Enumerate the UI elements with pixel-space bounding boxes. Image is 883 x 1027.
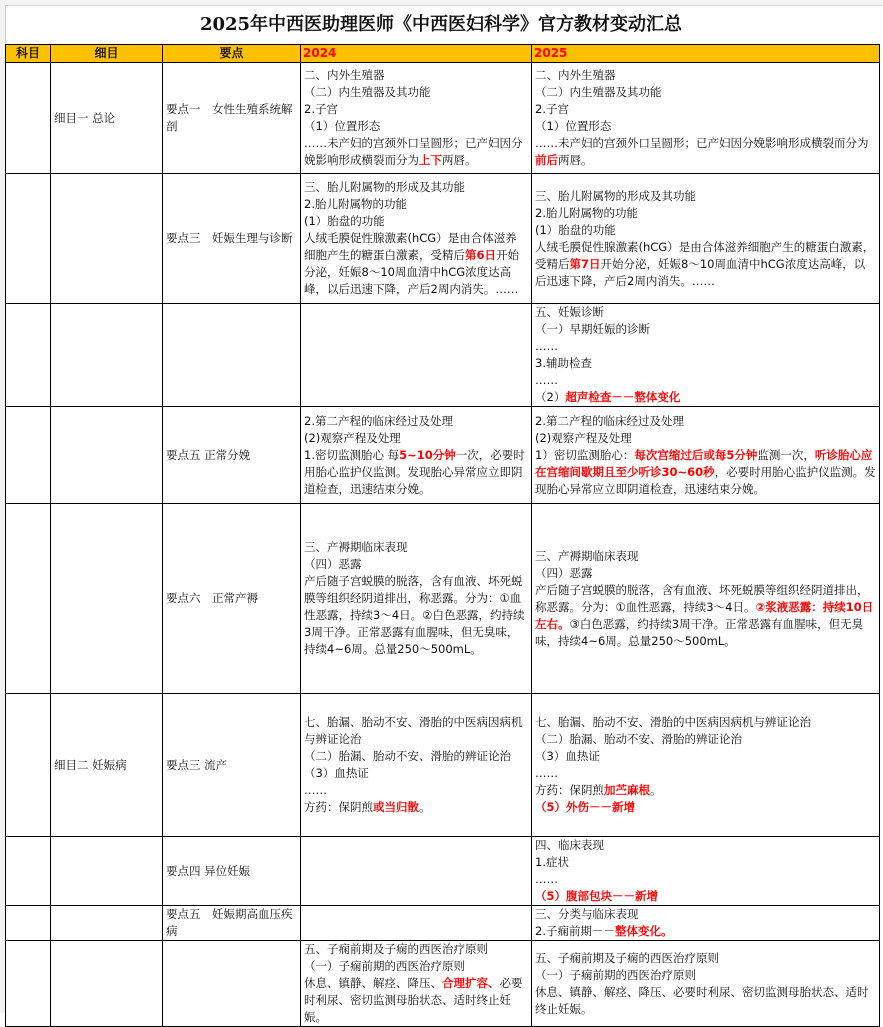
- cell-subject[interactable]: [6, 694, 51, 837]
- text-segment: 人绒毛膜促性腺激素(hCG）是由合体滋养细胞产生的糖蛋白激素，受精后: [535, 239, 875, 271]
- text-segment: （四）恶露: [304, 557, 362, 571]
- text-line: [304, 213, 528, 230]
- text-segment: 休息、镇静、解痉、降压、: [304, 976, 442, 990]
- cell-2024[interactable]: [301, 407, 532, 504]
- table-row: [6, 837, 880, 906]
- cell-2025[interactable]: [532, 63, 880, 174]
- table-row: [6, 941, 880, 1027]
- text-line: [535, 188, 876, 205]
- text-segment: 三、胎儿附属物的形成及其功能: [535, 188, 696, 203]
- text-line: [304, 958, 528, 975]
- text-line: [535, 372, 876, 389]
- cell-detail[interactable]: [51, 407, 163, 504]
- text-segment: 五、妊娠诊断: [535, 305, 604, 319]
- header-2025[interactable]: 2025: [532, 45, 880, 63]
- text-line: [535, 389, 876, 406]
- text-line: [535, 582, 876, 650]
- cell-2024[interactable]: [301, 504, 532, 694]
- cell-point[interactable]: 要点一 女性生殖系统解剖: [163, 63, 301, 174]
- text-line: [304, 556, 528, 573]
- text-line: [304, 101, 528, 118]
- text-segment: 开始分泌，妊娠8～10周血清中hCG浓度达高峰，以后迅速下降，产后2周内消失。……: [535, 256, 866, 288]
- text-line: [535, 321, 876, 338]
- text-line: [304, 179, 528, 196]
- cell-2024[interactable]: [301, 304, 532, 407]
- text-segment: (1）胎盘的功能: [535, 222, 616, 237]
- text-segment: ③白色恶露，约持续3周干净。正常恶露有血腥味，但无臭味，持续4~6周。总量250～500mL。: [535, 616, 864, 648]
- text-segment: 1）密切监测胎心：: [535, 447, 635, 462]
- text-line: [535, 871, 876, 888]
- text-line: [304, 84, 528, 101]
- text-segment: (2)观察产程及处理: [535, 430, 632, 445]
- text-segment: 方药：保阴煎: [535, 783, 604, 797]
- cell-detail[interactable]: [51, 174, 163, 304]
- table-row: [6, 304, 880, 407]
- cell-2024[interactable]: [301, 837, 532, 906]
- text-line: [535, 714, 876, 731]
- text-segment: （二）胎漏、胎动不安、滑胎的辨证论治: [535, 732, 742, 746]
- text-segment: ……: [535, 339, 558, 353]
- text-segment: 二、内外生殖器: [304, 68, 385, 82]
- text-line: [304, 782, 528, 799]
- text-segment: 方药：保阴煎: [304, 800, 373, 814]
- cell-subject[interactable]: [6, 906, 51, 941]
- header-row: [6, 45, 880, 63]
- header-point[interactable]: 要点: [163, 45, 301, 63]
- text-line: [304, 941, 528, 958]
- text-segment: 产后随子宫蜕膜的脱落，含有血液、坏死蜕膜等组织经阴道排出，称恶露。分为：①血性恶露，持续3～4日。: [535, 582, 869, 614]
- text-segment: 四、临床表现: [535, 838, 604, 852]
- cell-point[interactable]: 要点五 妊娠期高血压疾病: [163, 906, 301, 941]
- text-line: [535, 239, 876, 290]
- cell-subject[interactable]: [6, 174, 51, 304]
- text-line: [535, 430, 876, 447]
- table-row: [6, 174, 880, 304]
- header-2024[interactable]: 2024: [301, 45, 532, 63]
- text-line: [535, 748, 876, 765]
- changed-text: 第6日: [465, 248, 497, 262]
- cell-detail[interactable]: [51, 906, 163, 941]
- text-segment: 1.密切监测胎心 每: [304, 447, 400, 462]
- text-line: [304, 975, 528, 1026]
- cell-subject[interactable]: [6, 304, 51, 407]
- cell-detail[interactable]: [51, 504, 163, 694]
- cell-point[interactable]: 要点三 流产: [163, 694, 301, 837]
- cell-2025[interactable]: [532, 837, 880, 906]
- text-segment: （二）胎漏、胎动不安、滑胎的辨证论治: [304, 749, 511, 763]
- changes-table: [5, 44, 880, 1027]
- text-line: [535, 765, 876, 782]
- text-segment: 2.子痫前期－－: [535, 924, 615, 938]
- text-line: [304, 230, 528, 298]
- text-segment: 三、产褥期临床表现: [304, 540, 408, 554]
- text-segment: 1.症状: [535, 855, 569, 869]
- text-segment: ……未产妇的宫颈外口呈圆形；已产妇因分娩影响形成横裂而分为: [304, 136, 523, 167]
- table-row: [6, 694, 880, 837]
- cell-detail[interactable]: [51, 941, 163, 1027]
- changed-text: 超声检查－－整体变化: [565, 390, 681, 404]
- text-segment: （一）早期妊娠的诊断: [535, 322, 650, 336]
- text-segment: (2)观察产程及处理: [304, 430, 401, 445]
- table-row: [6, 407, 880, 504]
- text-line: [535, 447, 876, 498]
- text-segment: （二）内生殖器及其功能: [304, 85, 431, 99]
- text-segment: 两唇。: [558, 153, 593, 167]
- cell-2024[interactable]: [301, 694, 532, 837]
- text-segment: 2.胎儿附属物的功能: [535, 205, 638, 220]
- cell-point[interactable]: 要点四 异位妊娠: [163, 837, 301, 906]
- text-segment: ……: [535, 766, 558, 780]
- text-segment: （一）子痫前期的西医治疗原则: [304, 959, 465, 973]
- cell-detail[interactable]: [51, 837, 163, 906]
- text-segment: 二、内外生殖器: [535, 68, 616, 82]
- cell-subject[interactable]: [6, 837, 51, 906]
- text-segment: 一次，必要时用胎心监护仪监测。发现胎心异常应立即阴道检查，迅速结束分娩。: [304, 447, 525, 496]
- text-line: [535, 222, 876, 239]
- changed-text: （5）外伤－－新增: [535, 800, 636, 814]
- text-line: [535, 84, 876, 101]
- text-segment: 2.子宫: [304, 102, 338, 116]
- text-segment: 两唇。: [442, 153, 477, 167]
- text-line: [304, 430, 528, 447]
- text-line: [535, 967, 876, 984]
- cell-2025[interactable]: [532, 504, 880, 694]
- text-segment: 三、分类与临床表现: [535, 907, 639, 921]
- text-line: [535, 67, 876, 84]
- text-line: [304, 573, 528, 658]
- changed-text: 5~10分钟: [399, 447, 456, 462]
- table-row: [6, 906, 880, 941]
- text-segment: ……未产妇的宫颈外口呈圆形；已产妇因分娩影响形成横裂而分为: [535, 136, 869, 150]
- text-segment: 监测一次，: [757, 447, 815, 462]
- text-segment: （1）位置形态: [535, 119, 612, 133]
- cell-2025[interactable]: [532, 906, 880, 941]
- cell-2025[interactable]: [532, 694, 880, 837]
- changed-text: 第7日: [569, 256, 601, 271]
- header-subject[interactable]: 科目: [6, 45, 51, 63]
- cell-2025[interactable]: [532, 304, 880, 407]
- text-line: [535, 888, 876, 905]
- text-line: [304, 67, 528, 84]
- cell-2024[interactable]: [301, 906, 532, 941]
- text-segment: 休息、镇静、解痉、降压、必要时利尿、密切监测母胎状态、适时终止妊娠。: [535, 984, 869, 1016]
- text-segment: ……: [535, 872, 558, 886]
- text-line: [535, 854, 876, 871]
- text-segment: 七、胎漏、胎动不安、滑胎的中医病因病机与辨证论治: [304, 715, 523, 746]
- changed-text: ②浆液恶露：持续10日左右。: [535, 599, 874, 631]
- text-line: [304, 714, 528, 748]
- text-line: [304, 748, 528, 765]
- changed-text: 加苎麻根: [604, 783, 650, 797]
- text-segment: (1）胎盘的功能: [304, 214, 385, 228]
- text-line: [535, 837, 876, 854]
- text-segment: ……: [304, 783, 327, 797]
- changed-text: 前后: [535, 153, 558, 167]
- cell-2024[interactable]: [301, 941, 532, 1027]
- text-line: [535, 304, 876, 321]
- text-segment: 2.第二产程的临床经过及处理: [535, 413, 684, 428]
- text-line: [304, 539, 528, 556]
- text-segment: 。: [419, 800, 431, 814]
- text-line: [535, 782, 876, 799]
- text-line: [535, 355, 876, 372]
- text-line: [304, 118, 528, 135]
- text-segment: ，必要时用胎心监护仪监测。发现胎心异常应立即阴道检查，迅速结束分娩。: [535, 464, 876, 496]
- text-line: [304, 447, 528, 498]
- text-segment: 人绒毛膜促性腺激素(hCG）是由合体滋养细胞产生的糖蛋白激素，受精后: [304, 231, 517, 262]
- cell-2024[interactable]: [301, 63, 532, 174]
- text-line: [535, 548, 876, 565]
- text-segment: 三、产褥期临床表现: [535, 548, 639, 563]
- changed-text: 整体变化。: [614, 924, 673, 938]
- text-line: [535, 101, 876, 118]
- cell-subject[interactable]: [6, 407, 51, 504]
- text-segment: （一）子痫前期的西医治疗原则: [535, 967, 696, 982]
- text-line: [304, 799, 528, 816]
- text-segment: （二）内生殖器及其功能: [535, 85, 662, 99]
- text-segment: 产后随子宫蜕膜的脱落，含有血液、坏死蜕膜等组织经阴道排出，称恶露。分为：①血性恶露，持续3～4日。②白色恶露，约持续3周干净。正常恶露有血腥味，但无臭味，持续4~6周。总量250～500mL。: [304, 574, 525, 656]
- text-line: [535, 906, 876, 923]
- cell-point[interactable]: 要点六 正常产褥: [163, 504, 301, 694]
- text-segment: ……: [535, 373, 558, 387]
- text-line: [304, 413, 528, 430]
- text-segment: （3）血热证: [304, 766, 369, 780]
- text-line: [304, 765, 528, 782]
- cell-detail[interactable]: [51, 304, 163, 407]
- cell-subject[interactable]: [6, 504, 51, 694]
- cell-2025[interactable]: [532, 407, 880, 504]
- text-line: [535, 799, 876, 816]
- text-segment: 七、胎漏、胎动不安、滑胎的中医病因病机与辨证论治: [535, 715, 811, 729]
- header-detail[interactable]: 细目: [51, 45, 163, 63]
- cell-2025[interactable]: [532, 941, 880, 1027]
- text-line: [304, 135, 528, 169]
- text-line: [535, 731, 876, 748]
- changed-text: 或当归散: [373, 800, 419, 814]
- text-segment: 3.辅助检查: [535, 356, 592, 370]
- text-segment: 必要时利尿、密切监测母胎状态、适时终止妊娠。: [304, 976, 523, 1024]
- table-row: [6, 504, 880, 694]
- cell-detail[interactable]: 细目二 妊娠病: [51, 694, 163, 837]
- cell-point[interactable]: 要点五 正常分娩: [163, 407, 301, 504]
- text-segment: 。: [650, 783, 662, 797]
- text-line: [535, 413, 876, 430]
- text-segment: 开始分泌，妊娠8～10周血清中hCG浓度达高峰，以后迅速下降，产后2周内消失。……: [304, 248, 520, 296]
- text-line: [535, 118, 876, 135]
- text-segment: 三、胎儿附属物的形成及其功能: [304, 180, 465, 194]
- cell-point[interactable]: [163, 941, 301, 1027]
- text-line: [535, 984, 876, 1018]
- page-title: 2025年中西医助理医师《中西医妇科学》官方教材变动汇总: [199, 14, 683, 35]
- text-line: [304, 196, 528, 213]
- cell-2025[interactable]: [532, 174, 880, 304]
- text-line: [535, 923, 876, 940]
- changed-text: （5）腹部包块－－新增: [535, 889, 659, 903]
- text-line: [535, 565, 876, 582]
- table-row: [6, 63, 880, 174]
- changed-text: 听诊胎心应在宫缩间歇期且至少听诊30~60秒: [535, 447, 873, 479]
- text-segment: 2.子宫: [535, 102, 569, 116]
- cell-subject[interactable]: [6, 941, 51, 1027]
- cell-subject[interactable]: [6, 63, 51, 174]
- text-line: [535, 135, 876, 169]
- changed-text: 合理扩容、: [442, 976, 500, 990]
- cell-point[interactable]: 要点三 妊娠生理与诊断: [163, 174, 301, 304]
- cell-point[interactable]: [163, 304, 301, 407]
- text-segment: 2.第二产程的临床经过及处理: [304, 413, 453, 428]
- table-body: [6, 63, 880, 1027]
- text-line: [535, 338, 876, 355]
- text-segment: 五、子痫前期及子痫的西医治疗原则: [304, 942, 488, 956]
- changed-text: 每次宫缩过后或每5分钟: [634, 447, 758, 462]
- cell-detail[interactable]: 细目一 总论: [51, 63, 163, 174]
- text-line: [535, 950, 876, 967]
- text-segment: 2.胎儿附属物的功能: [304, 197, 407, 211]
- cell-2024[interactable]: [301, 174, 532, 304]
- text-segment: （1）位置形态: [304, 119, 381, 133]
- text-segment: （3）血热证: [535, 749, 600, 763]
- text-segment: （2）: [535, 390, 566, 404]
- text-segment: 五、子痫前期及子痫的西医治疗原则: [535, 950, 719, 965]
- text-segment: （四）恶露: [535, 565, 593, 580]
- text-line: [535, 205, 876, 222]
- changed-text: 上下: [419, 153, 442, 167]
